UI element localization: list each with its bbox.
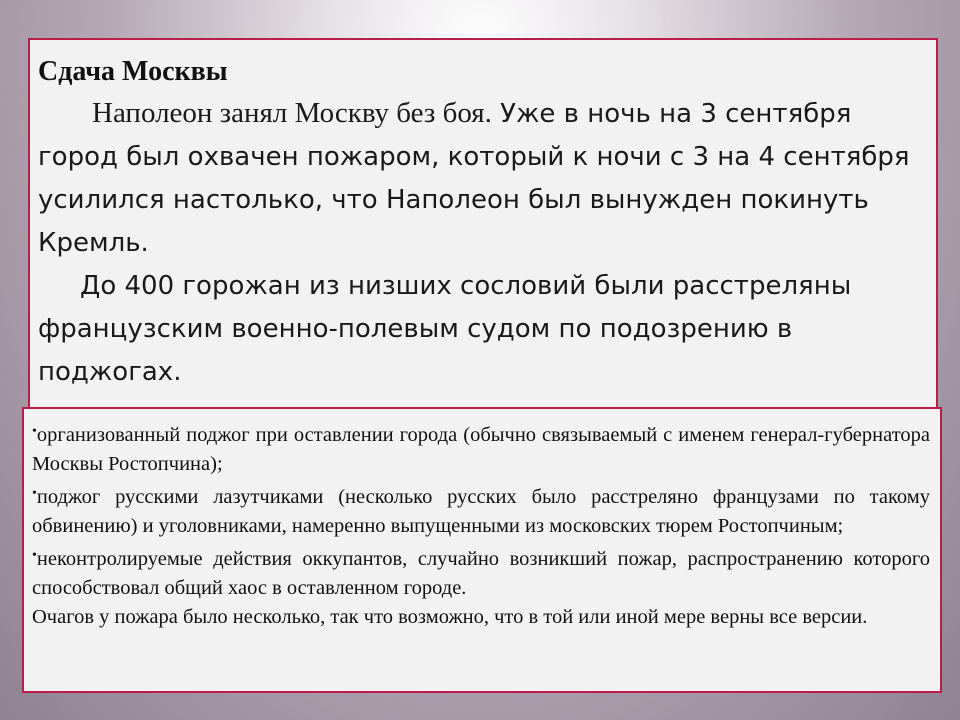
version-text: неконтролируемые действия оккупантов, случайно возникший пожар, распространению которого способствовал общий хаос в оставленном городе. [32,548,930,599]
paragraph-fire [38,92,926,265]
main-text-box [28,38,938,418]
paragraph-fire-rest: Уже в ночь на 3 сентября город был охвачен пожаром, который к ночи с 3 на 4 сентября усилился настолько, что Наполеон был вынужден покинуть Кремль. [38,99,910,258]
list-item [32,541,930,603]
version-text: поджог русскими лазутчиками (несколько русских было расстреляно французами по такому обвинению) и уголовниками, намеренно выпущенными из московских тюрем Ростопчиным; [32,486,930,537]
closing-text: Очагов у пожара было несколько, так что возможно, что в той или иной мере верны все версии. [32,606,868,628]
version-text: организованный поджог при оставлении города (обычно связываемый с именем генерал-губернатора Москвы Ростопчина); [32,424,930,475]
list-item [32,417,930,479]
bullet-icon: • [32,486,37,501]
paragraph-executions: До 400 горожан из низших сословий были расстреляны французским военно-полевым судом по подозрению в поджогах. [38,271,852,387]
slide-heading: Сдача Москвы [38,56,228,87]
versions-box [22,407,942,693]
bullet-icon: • [32,424,37,439]
bullet-icon: • [32,548,37,563]
paragraph-fire-lead: Наполеон занял Москву без боя. [92,97,492,129]
list-item [32,479,930,541]
